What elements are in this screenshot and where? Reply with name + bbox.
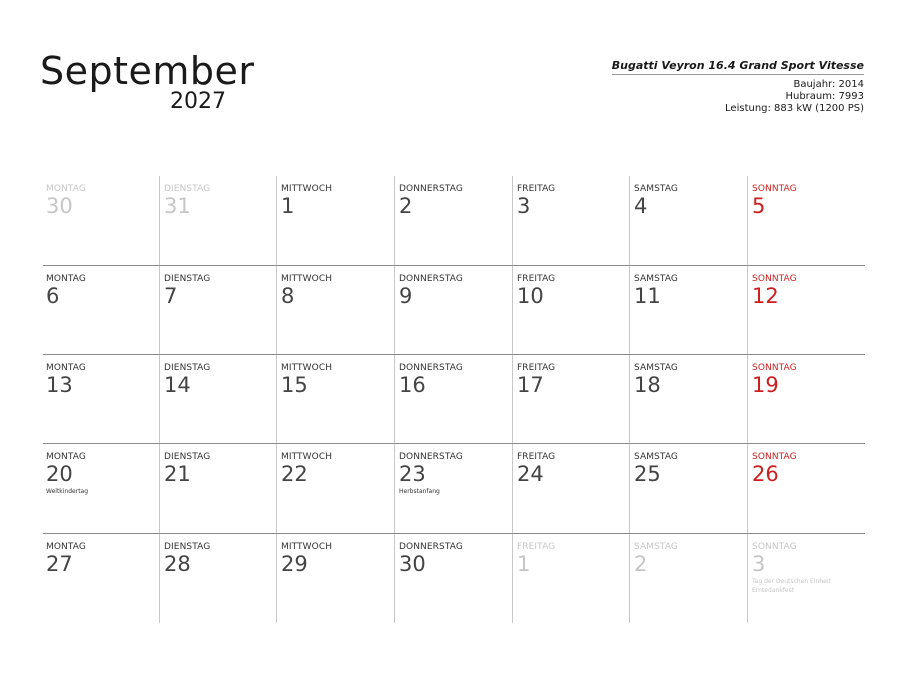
day-cell [159, 534, 276, 623]
day-name: FREITAG [517, 363, 556, 373]
week-row [43, 176, 865, 265]
day-name: DONNERSTAG [399, 274, 463, 284]
day-name: SONNTAG [752, 184, 797, 194]
day-cell [629, 534, 747, 623]
day-name: DIENSTAG [164, 452, 211, 462]
day-cell [747, 176, 865, 265]
day-cell [159, 444, 276, 533]
day-number: 21 [164, 462, 191, 486]
day-name: MITTWOCH [281, 274, 333, 284]
day-cell [394, 355, 512, 444]
day-cell [43, 176, 159, 265]
day-cell [276, 355, 394, 444]
day-number: 17 [517, 373, 544, 397]
day-cell [159, 176, 276, 265]
day-name: FREITAG [517, 542, 556, 552]
year-title: 2027 [170, 89, 226, 114]
day-number: 19 [752, 373, 779, 397]
day-name: FREITAG [517, 274, 556, 284]
car-name: Bugatti Veyron 16.4 Grand Sport Vitesse [612, 58, 864, 75]
day-cell [43, 266, 159, 355]
day-cell [512, 176, 629, 265]
day-number: 18 [634, 373, 661, 397]
day-number: 14 [164, 373, 191, 397]
day-cell [43, 444, 159, 533]
day-number: 6 [46, 284, 60, 308]
day-cell [629, 355, 747, 444]
day-name: SAMSTAG [634, 542, 678, 552]
day-cell [512, 444, 629, 533]
day-number: 11 [634, 284, 661, 308]
week-row [43, 354, 865, 444]
day-name: DIENSTAG [164, 542, 211, 552]
day-name: DIENSTAG [164, 274, 211, 284]
day-number: 24 [517, 462, 544, 486]
day-cell [276, 444, 394, 533]
day-cell [276, 176, 394, 265]
day-number: 9 [399, 284, 413, 308]
week-row [43, 265, 865, 355]
day-cell [629, 176, 747, 265]
calendar-grid [43, 176, 865, 622]
day-number: 16 [399, 373, 426, 397]
day-number: 1 [517, 552, 531, 576]
day-number: 31 [164, 194, 191, 218]
day-name: MITTWOCH [281, 452, 333, 462]
day-name: SONNTAG [752, 452, 797, 462]
day-name: DIENSTAG [164, 184, 211, 194]
day-number: 7 [164, 284, 178, 308]
day-number: 30 [46, 194, 73, 218]
day-cell [394, 444, 512, 533]
day-cell [394, 176, 512, 265]
month-title: September [40, 49, 255, 93]
day-number: 29 [281, 552, 308, 576]
day-number: 23 [399, 462, 426, 486]
week-row [43, 443, 865, 533]
day-number: 20 [46, 462, 73, 486]
day-number: 1 [281, 194, 295, 218]
day-cell [394, 266, 512, 355]
day-cell [43, 534, 159, 623]
day-number: 2 [634, 552, 648, 576]
day-name: SAMSTAG [634, 363, 678, 373]
day-cell [629, 266, 747, 355]
day-number: 27 [46, 552, 73, 576]
day-name: DONNERSTAG [399, 184, 463, 194]
day-name: DIENSTAG [164, 363, 211, 373]
day-cell [747, 534, 865, 623]
day-number: 26 [752, 462, 779, 486]
day-cell [159, 355, 276, 444]
day-number: 22 [281, 462, 308, 486]
day-number: 2 [399, 194, 413, 218]
day-note: Herbstanfang [399, 488, 440, 495]
day-cell [512, 355, 629, 444]
day-cell [43, 355, 159, 444]
day-name: MONTAG [46, 274, 86, 284]
day-number: 28 [164, 552, 191, 576]
day-cell [276, 266, 394, 355]
day-name: SAMSTAG [634, 184, 678, 194]
day-number: 13 [46, 373, 73, 397]
day-name: SONNTAG [752, 274, 797, 284]
car-displacement: Hubraum: 7993 [785, 91, 864, 102]
day-note: Weltkindertag [46, 488, 89, 495]
day-name: MONTAG [46, 363, 86, 373]
day-cell [629, 444, 747, 533]
day-name: SAMSTAG [634, 274, 678, 284]
day-cell [276, 534, 394, 623]
day-name: MONTAG [46, 184, 86, 194]
day-name: FREITAG [517, 184, 556, 194]
day-number: 12 [752, 284, 779, 308]
day-note: Tag der Deutschen Einheit Erntedankfest [752, 578, 831, 594]
day-number: 25 [634, 462, 661, 486]
day-cell [747, 355, 865, 444]
day-name: DONNERSTAG [399, 363, 463, 373]
day-name: MONTAG [46, 542, 86, 552]
day-name: MITTWOCH [281, 184, 333, 194]
day-number: 10 [517, 284, 544, 308]
day-cell [159, 266, 276, 355]
day-number: 4 [634, 194, 648, 218]
day-name: MONTAG [46, 452, 86, 462]
day-cell [747, 266, 865, 355]
day-name: MITTWOCH [281, 542, 333, 552]
day-number: 8 [281, 284, 295, 308]
day-cell [512, 534, 629, 623]
day-cell [747, 444, 865, 533]
day-name: SAMSTAG [634, 452, 678, 462]
day-name: DONNERSTAG [399, 542, 463, 552]
week-row [43, 533, 865, 623]
car-info [612, 54, 864, 115]
car-year: Baujahr: 2014 [793, 79, 864, 90]
day-cell [394, 534, 512, 623]
day-number: 3 [752, 552, 766, 576]
day-name: MITTWOCH [281, 363, 333, 373]
day-number: 3 [517, 194, 531, 218]
day-cell [512, 266, 629, 355]
car-power: Leistung: 883 kW (1200 PS) [725, 103, 864, 114]
day-number: 30 [399, 552, 426, 576]
day-number: 15 [281, 373, 308, 397]
day-name: SONNTAG [752, 542, 797, 552]
day-name: FREITAG [517, 452, 556, 462]
day-name: DONNERSTAG [399, 452, 463, 462]
day-name: SONNTAG [752, 363, 797, 373]
day-number: 5 [752, 194, 766, 218]
